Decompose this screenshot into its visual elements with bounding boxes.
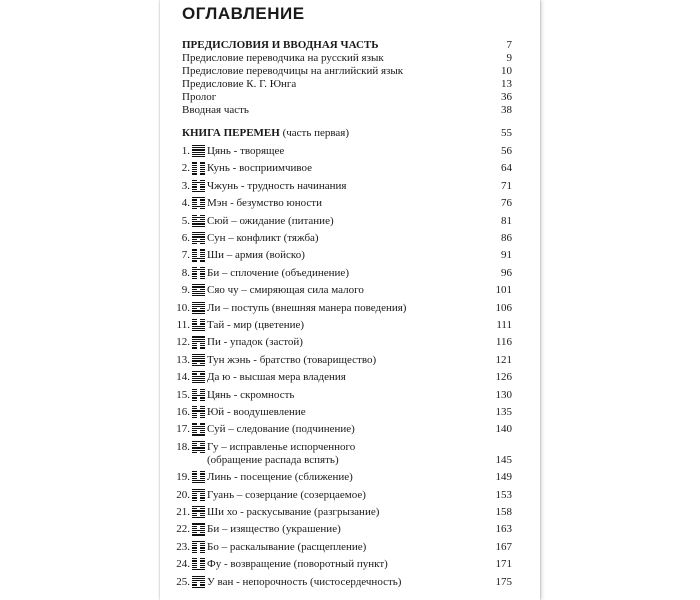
page-number: 126	[495, 371, 512, 384]
entry-number: 1.	[181, 145, 190, 157]
page-number: 96	[501, 266, 512, 279]
hexagram-icon	[192, 267, 205, 280]
hexagram-icon	[192, 489, 205, 502]
page-number: 175	[495, 575, 512, 588]
entry-number: 12.	[176, 336, 190, 349]
entry-title: Сун – конфликт (тяжба)	[207, 232, 319, 244]
entry-title: Ли – поступь (внешняя манера поведения)	[207, 301, 407, 314]
entry-title: Цянь - творящее	[207, 145, 285, 157]
entry-title: Да ю - высшая мера владения	[207, 371, 346, 384]
page-number: 91	[501, 249, 512, 262]
page-number: 130	[495, 388, 512, 401]
entry-number: 21.	[176, 506, 190, 518]
hexagram-icon	[192, 336, 205, 349]
entry-number: 4.	[181, 197, 190, 210]
entry-number: 7.	[181, 249, 190, 262]
page-number: 145	[495, 453, 512, 466]
hexagram-icon	[192, 180, 205, 193]
entry-title: Фу - возвращение (поворотный пункт)	[207, 558, 388, 571]
page-number: 167	[495, 540, 512, 553]
entry-title: Гуань – созерцание (созерцаемое)	[207, 488, 366, 501]
entry-title: Би – сплочение (объединение)	[207, 266, 349, 279]
entry-title: Линь - посещение (сближение)	[207, 471, 353, 484]
hexagram-icon	[192, 302, 205, 315]
page-title: ОГЛАВЛЕНИЕ	[182, 4, 305, 23]
page-number: 9	[506, 52, 512, 64]
entry-title: Пи - упадок (застой)	[207, 336, 303, 349]
hexagram-icon	[192, 541, 205, 554]
hexagram-icon	[192, 145, 205, 158]
entry-title: Сяо чу – смиряющая сила малого	[207, 284, 364, 297]
entry-label: Предисловие К. Г. Юнга	[182, 78, 297, 90]
entry-number: 8.	[181, 266, 190, 279]
page-number: 71	[501, 179, 512, 192]
hexagram-icon	[192, 232, 205, 245]
page-number: 121	[495, 353, 512, 366]
hexagram-icon	[192, 389, 205, 402]
entry-label: Пролог	[182, 91, 217, 103]
page-number: 101	[495, 284, 512, 297]
hexagram-icon	[192, 284, 205, 297]
page-number: 140	[495, 423, 512, 436]
entry-number: 13.	[176, 353, 190, 366]
page-number: 158	[495, 506, 512, 518]
entry-title: Би – изящество (украшение)	[207, 523, 341, 536]
entry-number: 10.	[176, 301, 190, 314]
entry-number: 22.	[176, 523, 190, 536]
entry-number: 3.	[181, 179, 190, 192]
hexagram-icon	[192, 406, 205, 419]
entry-title: Ши хо - раскусывание (разгрызание)	[207, 506, 380, 518]
page-number: 135	[495, 406, 512, 418]
page-number: 149	[495, 471, 512, 484]
entry-number: 9.	[181, 284, 190, 297]
section-title: КНИГА ПЕРЕМЕН	[182, 127, 280, 139]
toc-page	[160, 0, 540, 600]
hexagram-list	[172, 0, 512, 600]
page-number: 64	[501, 162, 512, 175]
entry-title: Тай - мир (цветение)	[207, 319, 305, 331]
page-number: 153	[495, 488, 512, 501]
hexagram-icon	[192, 215, 205, 228]
entry-title: Сюй – ожидание (питание)	[207, 214, 334, 227]
entry-label: Вводная часть	[182, 104, 249, 116]
hexagram-icon	[192, 319, 205, 332]
entry-number: 14.	[176, 371, 190, 384]
hexagram-icon	[192, 471, 205, 484]
entry-title: Гу – исправленье испорченного	[207, 440, 356, 453]
hexagram-icon	[192, 354, 205, 367]
entry-title: Цянь - скромность	[207, 388, 295, 401]
entry-title: Ши – армия (войско)	[207, 249, 305, 262]
entry-number: 25.	[176, 575, 190, 588]
hexagram-icon	[192, 506, 205, 519]
section-title: ПРЕДИСЛОВИЯ И ВВОДНАЯ ЧАСТЬ	[182, 39, 379, 51]
entry-number: 15.	[176, 388, 190, 401]
hexagram-icon	[192, 576, 205, 589]
page-number: 7	[506, 39, 512, 51]
page-number: 111	[496, 319, 512, 331]
entry-title: Кунь - восприимчивое	[207, 162, 313, 175]
page-number: 171	[495, 558, 512, 571]
section-subtitle: (часть первая)	[282, 127, 350, 139]
entry-number: 19.	[176, 471, 190, 484]
entry-title: У ван - непорочность (чистосердечность)	[207, 575, 402, 588]
page-number: 55	[501, 127, 512, 139]
page-number: 163	[495, 523, 512, 536]
entry-title: Тун жэнь - братство (товарищество)	[207, 353, 377, 366]
hexagram-icon	[192, 423, 205, 436]
entry-label: Предисловие переводчика на русский язык	[182, 52, 384, 64]
entry-label: Предисловие переводчицы на английский язык	[182, 65, 404, 77]
hexagram-icon	[192, 197, 205, 210]
page-number: 81	[501, 214, 512, 227]
entry-number: 11.	[176, 319, 190, 331]
page-number: 36	[501, 91, 512, 103]
page-number: 116	[495, 336, 512, 349]
entry-title: Суй – следование (подчинение)	[207, 423, 355, 436]
entry-title: Юй - воодушевление	[207, 406, 306, 418]
page-number: 106	[495, 301, 512, 314]
entry-number: 20.	[176, 488, 190, 501]
hexagram-icon	[192, 523, 205, 536]
entry-number: 16.	[176, 406, 190, 418]
entry-title: Чжунь - трудность начинания	[207, 179, 347, 192]
hexagram-icon	[192, 162, 205, 175]
entry-title-continued: (обращение распада вспять)	[207, 453, 339, 466]
entry-title: Бо – раскалывание (расщепление)	[207, 540, 367, 553]
page-number: 10	[501, 65, 512, 77]
entry-number: 6.	[181, 232, 190, 244]
hexagram-icon	[192, 441, 205, 454]
page-number: 13	[501, 78, 512, 90]
entry-number: 18.	[176, 440, 190, 453]
hexagram-icon	[192, 371, 205, 384]
entry-title: Мэн - безумство юности	[207, 197, 322, 210]
hexagram-icon	[192, 249, 205, 262]
entry-number: 23.	[176, 540, 190, 553]
page-number: 38	[501, 104, 512, 116]
page-number: 76	[501, 197, 512, 210]
entry-number: 5.	[181, 214, 190, 227]
entry-number: 2.	[181, 162, 190, 175]
hexagram-icon	[192, 558, 205, 571]
page-number: 56	[501, 145, 512, 157]
entry-number: 17.	[176, 423, 190, 436]
entry-number: 24.	[176, 558, 190, 571]
page-number: 86	[501, 232, 512, 244]
